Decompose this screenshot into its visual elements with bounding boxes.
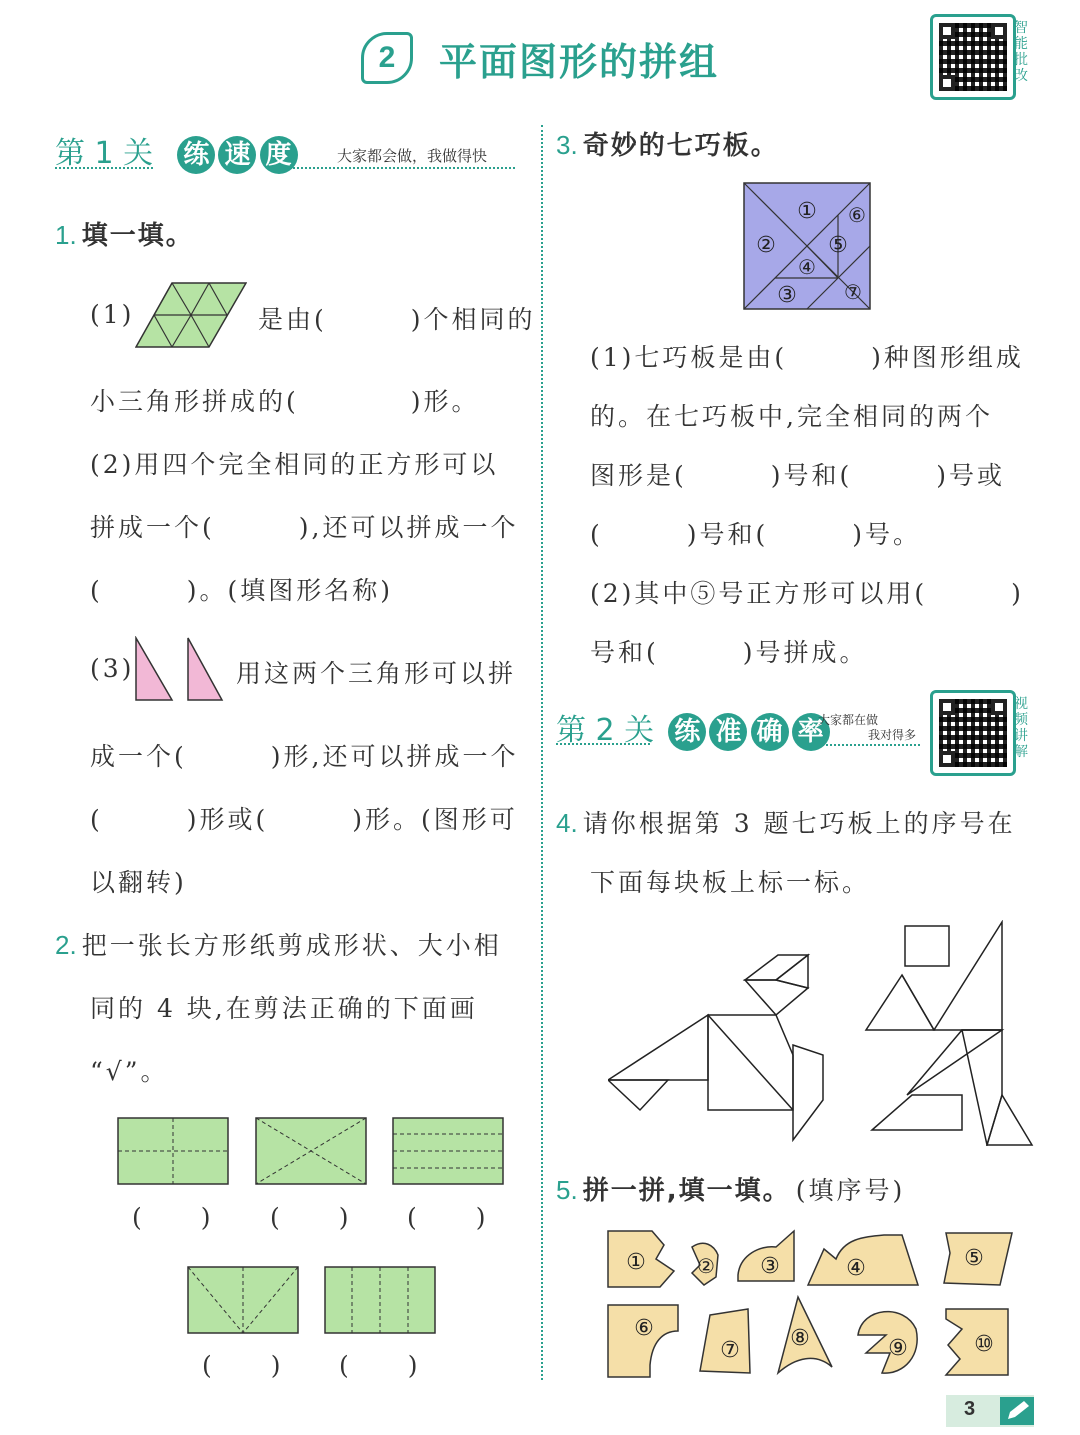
cut-option-horizontal-strips bbox=[392, 1117, 504, 1185]
q5-number: 5. bbox=[556, 1175, 578, 1205]
piece-label: ③ bbox=[760, 1254, 780, 1279]
parallelogram-of-triangles bbox=[135, 282, 247, 348]
q2-number: 2. bbox=[55, 930, 77, 960]
q5-note: (填序号) bbox=[795, 1176, 906, 1205]
answer-blank[interactable]: ( ) bbox=[270, 1203, 352, 1232]
piece-label: ⑧ bbox=[790, 1326, 810, 1351]
q1-title: 填一填。 bbox=[81, 221, 194, 251]
qr-code-video[interactable] bbox=[930, 690, 1016, 776]
q2-line1-wrap bbox=[55, 926, 502, 962]
section1-arrow-line bbox=[290, 167, 515, 169]
q3-p1-line4: ( )号和( )号。 bbox=[590, 520, 922, 549]
section1-tagline: 大家都会做，我做得快 bbox=[337, 147, 488, 165]
qr-video-side-label: 视频讲解 bbox=[1014, 696, 1028, 760]
answer-blank[interactable]: ( ) bbox=[407, 1203, 489, 1232]
q1-p1-label: (1) bbox=[90, 300, 135, 329]
q4-line2: 下面每块板上标一标。 bbox=[590, 868, 871, 897]
answer-blank[interactable]: ( ) bbox=[202, 1351, 284, 1380]
q1-heading bbox=[55, 215, 194, 252]
q1-p2-line2: 拼成一个( ),还可以拼成一个 bbox=[90, 513, 519, 542]
tangram-label: ④ bbox=[798, 255, 816, 279]
q3-p2-line2: 号和( )号拼成。 bbox=[590, 638, 868, 667]
piece-label: ② bbox=[697, 1254, 715, 1278]
section2-tagline-2: 我对得多 bbox=[868, 728, 917, 742]
tangram-label: ⑦ bbox=[844, 280, 862, 304]
q1-p1-text: 是由( )个相同的 bbox=[258, 305, 536, 334]
q2-line2: 同的 4 块,在剪法正确的下面画 bbox=[90, 994, 478, 1023]
q5-title: 拼一拼,填一填。 bbox=[582, 1176, 791, 1206]
piece-label: ④ bbox=[846, 1256, 866, 1281]
piece-label: ⑦ bbox=[720, 1338, 740, 1363]
q3-heading bbox=[556, 125, 779, 162]
tangram-square bbox=[743, 182, 871, 310]
page-title: 平面图形的拼组 bbox=[438, 39, 719, 84]
tangram-figure-sitting bbox=[608, 930, 828, 1142]
q4-line1: 请你根据第 3 题七巧板上的序号在 bbox=[582, 809, 1016, 838]
q4-number: 4. bbox=[556, 808, 578, 838]
page-title-bar bbox=[0, 28, 1080, 88]
lesson-number-badge: 2 bbox=[361, 32, 413, 84]
q3-p1-line2: 的。在七巧板中,完全相同的两个 bbox=[590, 402, 993, 431]
q1-p3-line4: 以翻转) bbox=[90, 868, 187, 897]
section1-underline bbox=[55, 167, 153, 169]
section1-label: 第 1 关 bbox=[55, 136, 154, 171]
q5-heading bbox=[556, 1170, 905, 1207]
tangram-figure-running bbox=[862, 920, 1034, 1146]
answer-blank[interactable]: ( ) bbox=[132, 1203, 214, 1232]
section2-char: 练 bbox=[668, 713, 706, 751]
section1-char: 度 bbox=[260, 136, 298, 174]
pencil-icon bbox=[1000, 1397, 1034, 1425]
q1-p3-line3: ( )形或( )形。(图形可 bbox=[90, 805, 518, 834]
piece-label: ① bbox=[626, 1250, 646, 1275]
tangram-label: ⑥ bbox=[848, 203, 866, 227]
q3-p1-line1: (1)七巧板是由( )种图形组成 bbox=[590, 343, 1024, 372]
section2-char: 准 bbox=[709, 713, 747, 751]
q1-p2-line1: (2)用四个完全相同的正方形可以 bbox=[90, 450, 499, 479]
piece-label: ⑥ bbox=[634, 1316, 654, 1341]
section2-underline bbox=[556, 743, 650, 745]
section1-char: 练 bbox=[177, 136, 215, 174]
q1-p3-label: (3) bbox=[90, 654, 135, 683]
q3-p2-line1: (2)其中⑤号正方形可以用( ) bbox=[590, 579, 1024, 608]
tangram-label: ① bbox=[797, 199, 817, 224]
q3-title: 奇妙的七巧板。 bbox=[582, 131, 779, 161]
q1-p3-line2: 成一个( )形,还可以拼成一个 bbox=[90, 742, 519, 771]
column-divider bbox=[541, 125, 543, 1380]
cut-option-v-triangles bbox=[187, 1266, 299, 1334]
q3-number: 3. bbox=[556, 130, 578, 160]
section2-arrow-line bbox=[818, 744, 920, 746]
qr-code-grading[interactable] bbox=[930, 14, 1016, 100]
q4-line1-wrap bbox=[556, 804, 1016, 840]
cut-option-cross bbox=[117, 1117, 229, 1185]
q1-p1-text-cont: 小三角形拼成的( )形。 bbox=[90, 387, 480, 416]
piece-label: ⑨ bbox=[888, 1336, 908, 1361]
section1-char: 速 bbox=[218, 136, 256, 174]
tangram-label: ⑤ bbox=[828, 233, 848, 258]
section2-char: 率 bbox=[792, 713, 830, 751]
puzzle-pieces bbox=[600, 1225, 1025, 1385]
answer-blank[interactable]: ( ) bbox=[339, 1351, 421, 1380]
piece-label: ⑤ bbox=[964, 1246, 984, 1271]
tangram-label: ② bbox=[756, 233, 776, 258]
section2-tagline-1: 大家都在做 bbox=[818, 713, 879, 727]
section2-label: 第 2 关 bbox=[556, 713, 655, 748]
q2-line1: 把一张长方形纸剪成形状、大小相 bbox=[81, 931, 502, 960]
q3-p1-line3: 图形是( )号和( )号或 bbox=[590, 461, 1006, 490]
q1-p3-text: 用这两个三角形可以拼 bbox=[236, 659, 517, 688]
tangram-label: ③ bbox=[777, 283, 797, 308]
q2-line3: “√”。 bbox=[90, 1057, 169, 1086]
q1-p2-line3: ( )。(填图形名称) bbox=[90, 576, 394, 605]
qr-side-label: 智能批改 bbox=[1014, 20, 1028, 84]
cut-option-vertical-strips bbox=[324, 1266, 436, 1334]
two-right-triangles bbox=[134, 636, 226, 702]
piece-label: ⑩ bbox=[974, 1332, 994, 1357]
q1-number: 1. bbox=[55, 220, 77, 250]
cut-option-diagonals bbox=[255, 1117, 367, 1185]
page-number: 3 bbox=[964, 1398, 976, 1420]
section2-char: 确 bbox=[751, 713, 789, 751]
